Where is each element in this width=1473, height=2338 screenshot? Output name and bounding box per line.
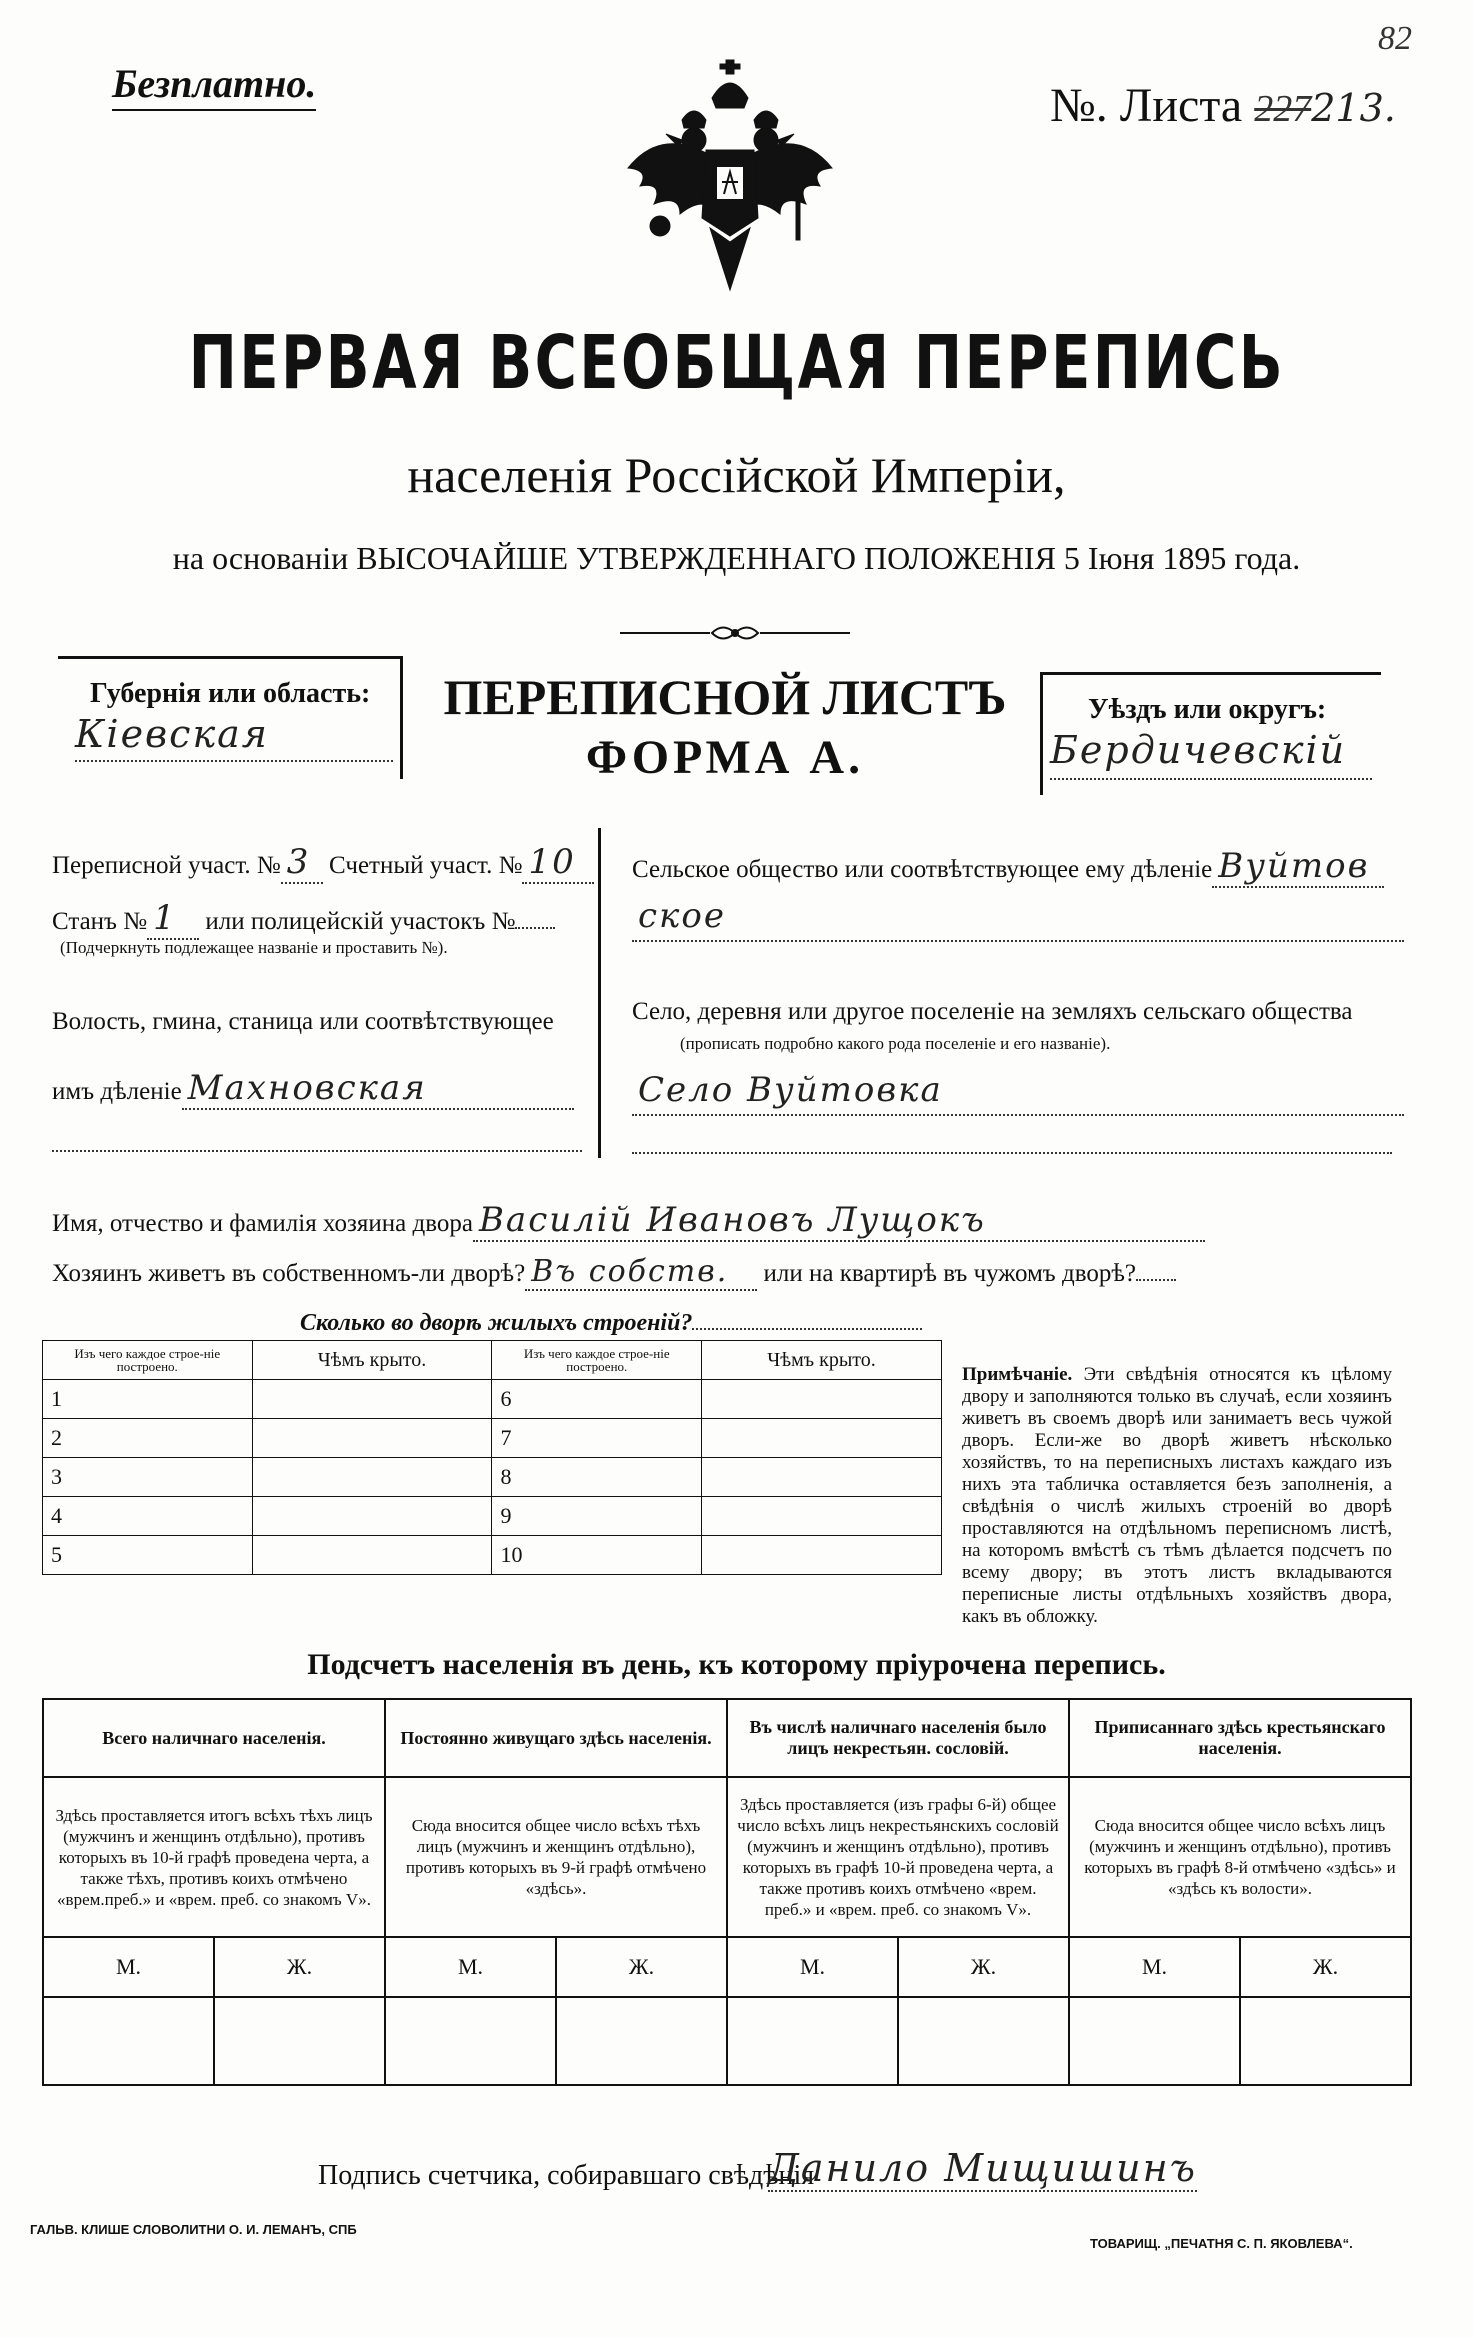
population-cell[interactable]	[385, 1997, 556, 2085]
printer-right: ТОВАРИЩ. „ПЕЧАТНЯ С. П. ЯКОВЛЕВА“.	[1090, 2236, 1353, 2251]
col-roof-left: Чѣмъ крыто.	[252, 1341, 492, 1380]
roof-cell[interactable]	[252, 1458, 492, 1497]
volost-field[interactable]: Махновская	[182, 1068, 574, 1110]
stan-row	[52, 898, 555, 940]
buildings-table	[42, 1340, 942, 1575]
note-body: Эти свѣдѣнія относятся къ цѣлому двору и заполняются только въ случаѣ, если хозяинъ живетъ въ своемъ дворѣ или занимаетъ весь чужой дворъ. Если-же во дворѣ живетъ нѣсколько хозяйствъ, то на переписныхъ листахъ каждаго изъ нихъ эта табличка оставляется безъ заполненія, а свѣдѣнія о числѣ жилыхъ строеній во дворѣ проставляются на отдѣльномъ переписномъ листѣ, на которомъ вмѣстѣ съ тѣмъ дѣлается подсчетъ по всему двору; въ этотъ листъ вкладываются переписные листы отдѣльныхъ хозяйствъ двора, какъ въ обложку.	[962, 1364, 1392, 1627]
rented-label: или на квартирѣ въ чужомъ дворѣ?	[763, 1260, 1137, 1287]
col-peasant-header: Приписаннаго здѣсь крестьянскаго населенія.	[1069, 1699, 1411, 1777]
sheet-number	[1050, 78, 1396, 133]
population-cell[interactable]	[1069, 1997, 1240, 2085]
own-yard-field[interactable]: Въ собств.	[525, 1254, 757, 1291]
row-number[interactable]: 1	[43, 1380, 253, 1419]
imperial-eagle-icon	[620, 58, 840, 298]
male-header: М.	[385, 1937, 556, 1997]
village-label: Село, деревня или другое поселеніе на земляхъ сельскаго общества	[632, 998, 1353, 1025]
ornament-divider-icon	[620, 620, 850, 646]
buildings-row	[300, 1306, 922, 1337]
volost-row	[52, 1068, 574, 1110]
population-table	[42, 1698, 1412, 2086]
village-field[interactable]: Село Вуйтовка	[632, 1070, 1404, 1116]
col-total-desc: Здѣсь проставляется итогъ всѣхъ тѣхъ лицъ (мужчинъ и женщинъ отдѣльно), противъ которыхъ въ 10-й графѣ проведена черта, а также тѣхъ, противъ коихъ отмѣчено «врем.преб.» и «врем. преб. со знакомъ V».	[43, 1777, 385, 1937]
row-number[interactable]: 3	[43, 1458, 253, 1497]
main-title: ПЕРВАЯ ВСЕОБЩАЯ ПЕРЕПИСЬ	[188, 320, 1285, 406]
count-section-label: Счетный участ. №	[329, 852, 523, 879]
society-row	[632, 846, 1384, 888]
male-header: М.	[43, 1937, 214, 1997]
form-subtitle: ФОРМА А.	[585, 731, 865, 784]
society-label: Сельское общество или соотвѣтствующее ему дѣленіе	[632, 856, 1213, 883]
row-number[interactable]: 8	[492, 1458, 702, 1497]
roof-cell[interactable]	[702, 1419, 942, 1458]
sheet-number-value: 213.	[1311, 86, 1396, 130]
roof-cell[interactable]	[702, 1380, 942, 1419]
col-permanent-header: Постоянно живущаго здѣсь населенія.	[385, 1699, 727, 1777]
society-field-2[interactable]: ское	[632, 896, 1404, 942]
female-header: Ж.	[898, 1937, 1069, 1997]
col-material-left: Изъ чего каждое строе-ніе построено.	[43, 1341, 253, 1380]
uezd-label: Уѣздъ или округъ:	[1088, 694, 1327, 725]
census-section-label: Переписной участ. №	[52, 852, 281, 879]
col-permanent-desc: Сюда вносится общее число всѣхъ тѣхъ лицъ (мужчинъ и женщинъ отдѣльно), противъ которыхъ въ 9-й графѣ отмѣчено «здѣсь».	[385, 1777, 727, 1937]
rented-field[interactable]	[1136, 1257, 1176, 1281]
stan-note: (Подчеркнуть подлежащее названіе и проставить №).	[60, 938, 448, 957]
population-cell[interactable]	[898, 1997, 1069, 2085]
column-divider	[598, 828, 601, 1158]
owner-label: Имя, отчество и фамилія хозяина двора	[52, 1210, 473, 1237]
row-number[interactable]: 4	[43, 1497, 253, 1536]
police-label: или полицейскій участокъ №	[205, 908, 516, 935]
population-cell[interactable]	[43, 1997, 214, 2085]
basis-line: на основаніи ВЫСОЧАЙШЕ УТВЕРЖДЕННАГО ПОЛОЖЕНІЯ 5 Іюня 1895 года.	[172, 540, 1301, 576]
population-cell[interactable]	[214, 1997, 385, 2085]
sheet-label: №. Листа	[1050, 79, 1243, 132]
volost-extra-line[interactable]	[52, 1130, 582, 1152]
signature-label: Подпись счетчика, собиравшаго свѣдѣнія	[318, 2160, 815, 2191]
guberniya-label: Губернія или область:	[90, 678, 371, 709]
female-header: Ж.	[556, 1937, 727, 1997]
village-extra-line[interactable]	[632, 1132, 1392, 1154]
count-section-field[interactable]: 10	[522, 842, 594, 884]
row-number[interactable]: 5	[43, 1536, 253, 1575]
col-material-right: Изъ чего каждое строе-ніе построено.	[492, 1341, 702, 1380]
female-header: Ж.	[1240, 1937, 1411, 1997]
guberniya-field[interactable]: Кіевская	[75, 712, 393, 762]
col-noncrest-desc: Здѣсь проставляется (изъ графы 6-й) общее число всѣхъ лицъ некрестьянскихъ сословій (мужчинъ и женщинъ отдѣльно), противъ которыхъ въ графѣ 10-й проведена черта, а также противъ коихъ отмѣчено «врем. преб.» и «врем. преб. со знакомъ V».	[727, 1777, 1069, 1937]
corner-mark: 82	[1378, 20, 1412, 57]
col-noncrest-header: Въ числѣ наличнаго населенія было лицъ некрестьян. сословій.	[727, 1699, 1069, 1777]
form-title: ПЕРЕПИСНОЙ ЛИСТЪ	[443, 669, 1007, 725]
population-cell[interactable]	[727, 1997, 898, 2085]
row-number[interactable]: 2	[43, 1419, 253, 1458]
owner-row	[52, 1200, 1205, 1242]
free-label: Безплатно.	[112, 60, 316, 111]
stan-label: Станъ №	[52, 908, 148, 935]
sheet-number-crossed: 227	[1254, 88, 1312, 130]
census-section-row	[52, 842, 594, 884]
population-cell[interactable]	[1240, 1997, 1411, 2085]
roof-cell[interactable]	[702, 1458, 942, 1497]
row-number[interactable]: 10	[492, 1536, 702, 1575]
note-lead: Примѣчаніе.	[962, 1364, 1073, 1385]
population-cell[interactable]	[556, 1997, 727, 2085]
male-header: М.	[1069, 1937, 1240, 1997]
population-title: Подсчетъ населенія въ день, къ которому пріурочена перепись.	[307, 1648, 1166, 1681]
col-peasant-desc: Сюда вносится общее число всѣхъ лицъ (мужчинъ и женщинъ отдѣльно), противъ которыхъ въ графѣ 8-й отмѣчено «здѣсь» и «здѣсь къ волости».	[1069, 1777, 1411, 1937]
col-total-header: Всего наличнаго населенія.	[43, 1699, 385, 1777]
society-field-1[interactable]: Вуйтов	[1212, 846, 1384, 888]
yard-row	[52, 1254, 1176, 1291]
printer-left: ГАЛЬВ. КЛИШЕ СЛОВОЛИТНИ О. И. ЛЕМАНЪ, СПБ	[30, 2222, 357, 2237]
row-number[interactable]: 9	[492, 1497, 702, 1536]
row-number[interactable]: 7	[492, 1419, 702, 1458]
row-number[interactable]: 6	[492, 1380, 702, 1419]
buildings-label: Сколько во дворѣ жилыхъ строеній?	[300, 1310, 693, 1336]
col-roof-right: Чѣмъ крыто.	[702, 1341, 942, 1380]
signature-field[interactable]: Данило Мищишинъ	[768, 2146, 1197, 2190]
stan-field[interactable]: 1	[147, 898, 199, 940]
subtitle: населенія Россійской Имперіи,	[407, 447, 1066, 503]
census-section-field[interactable]: 3	[281, 842, 323, 884]
police-field[interactable]	[515, 905, 555, 929]
female-header: Ж.	[214, 1937, 385, 1997]
roof-cell[interactable]	[252, 1536, 492, 1575]
village-note: (прописать подробно какого рода поселеніе и его названіе).	[680, 1034, 1111, 1053]
roof-cell[interactable]	[252, 1419, 492, 1458]
volost-label-1: Волость, гмина, станица или соотвѣтствующее	[52, 1008, 554, 1035]
own-yard-label: Хозяинъ живетъ въ собственномъ-ли дворѣ?	[52, 1260, 526, 1287]
buildings-field[interactable]	[692, 1306, 922, 1330]
owner-field[interactable]: Василій Ивановъ Лущокъ	[473, 1200, 1205, 1242]
male-header: М.	[727, 1937, 898, 1997]
volost-label-2: имъ дѣленіе	[52, 1078, 182, 1105]
roof-cell[interactable]	[252, 1380, 492, 1419]
roof-cell[interactable]	[702, 1536, 942, 1575]
uezd-field[interactable]: Бердичевскій	[1050, 728, 1372, 780]
note-text	[962, 1364, 1392, 1628]
roof-cell[interactable]	[702, 1497, 942, 1536]
roof-cell[interactable]	[252, 1497, 492, 1536]
